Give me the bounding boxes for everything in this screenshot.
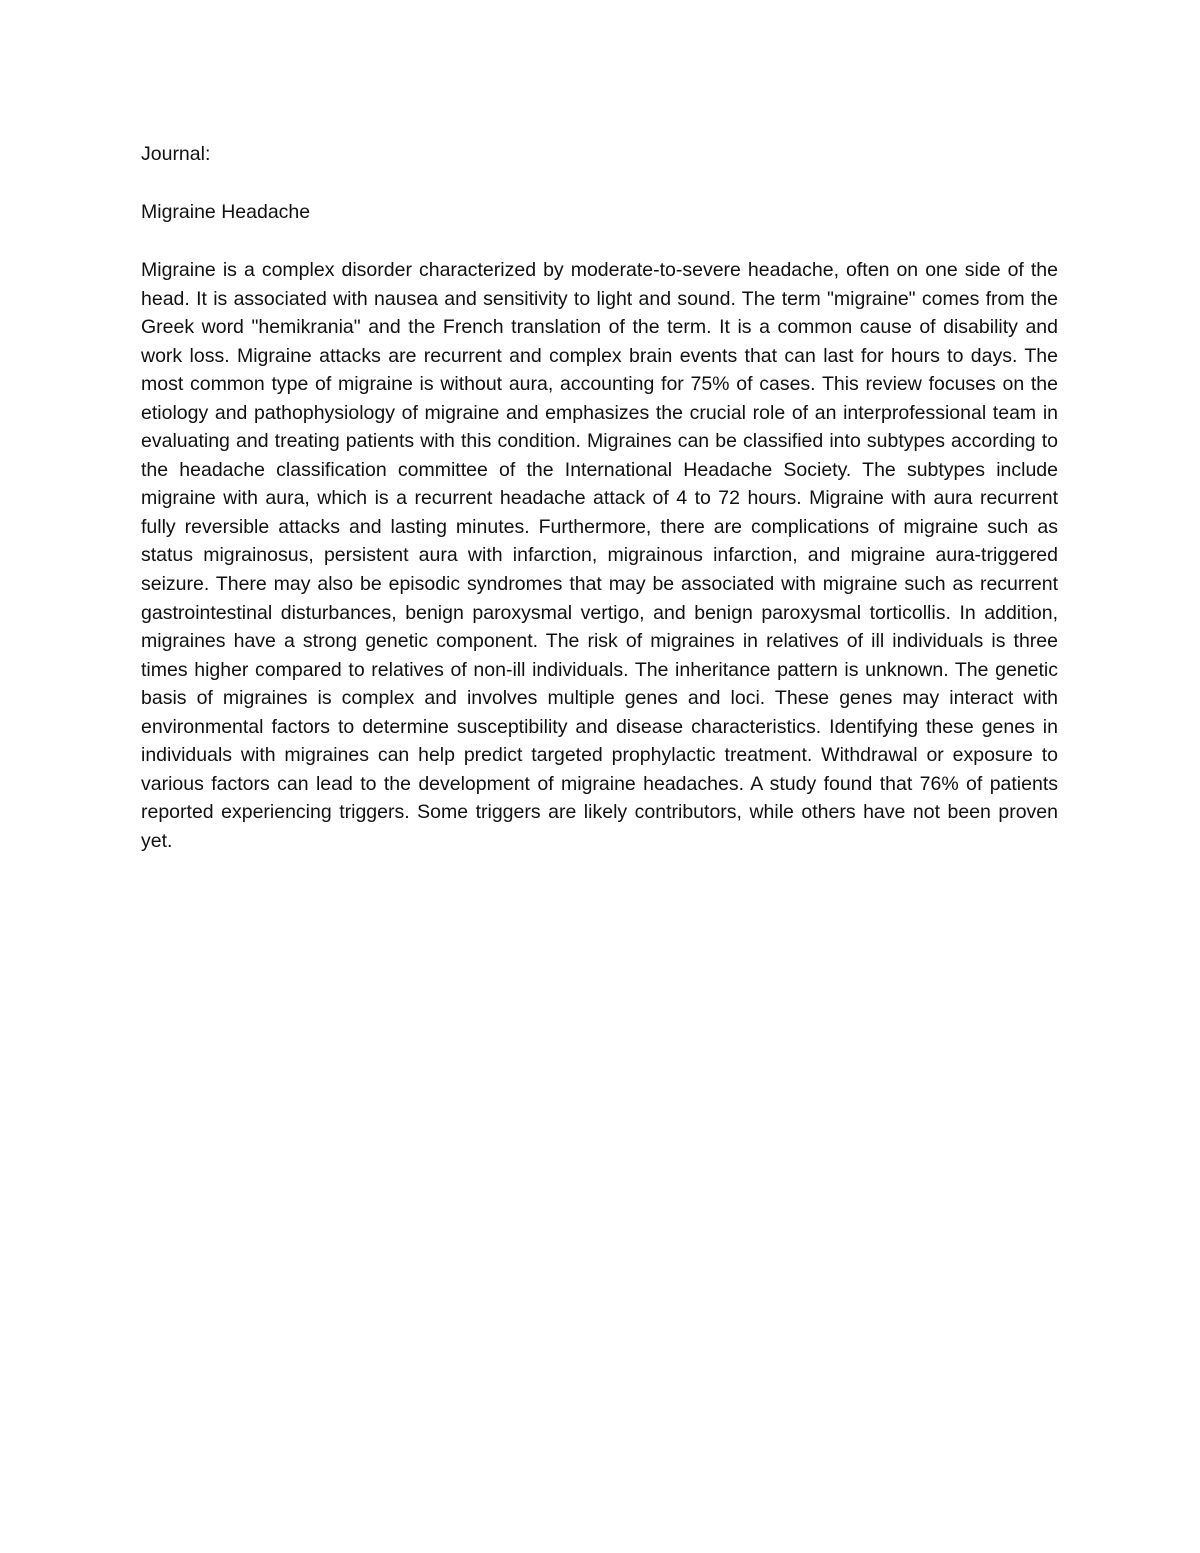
document-title: Migraine Headache bbox=[141, 201, 311, 223]
document-content bbox=[141, 140, 1058, 855]
journal-label: Journal: bbox=[141, 143, 211, 165]
body-paragraph: Migraine is a complex disorder characterized by moderate-to-severe headache, often on one side of the head. It is associated with nausea and sensitivity to light and sound. The term "migraine" comes from the Greek word "hemikrania" and the French translation of the term. It is a common cause of disability and work loss. Migraine attacks are recurrent and complex brain events that can last for hours to days. The most common type of migraine is without aura, accounting for 75% of cases. This review focuses on the etiology and pathophysiology of migraine and emphasizes the crucial role of an interprofessional team in evaluating and treating patients with this condition. Migraines can be classified into subtypes according to the headache classification committee of the International Headache Society. The subtypes include migraine with aura, which is a recurrent headache attack of 4 to 72 hours. Migraine with aura recurrent fully reversible attacks and lasting minutes. Furthermore, there are complications of migraine such as status migrainosus, persistent aura with infarction, migrainous infarction, and migraine aura-triggered seizure. There may also be episodic syndromes that may be associated with migraine such as recurrent gastrointestinal disturbances, benign paroxysmal vertigo, and benign paroxysmal torticollis. In addition, migraines have a strong genetic component. The risk of migraines in relatives of ill individuals is three times higher compared to relatives of non-ill individuals. The inheritance pattern is unknown. The genetic basis of migraines is complex and involves multiple genes and loci. These genes may interact with environmental factors to determine susceptibility and disease characteristics. Identifying these genes in individuals with migraines can help predict targeted prophylactic treatment. Withdrawal or exposure to various factors can lead to the development of migraine headaches. A study found that 76% of patients reported experiencing triggers. Some triggers are likely contributors, while others have not been proven yet. bbox=[141, 259, 1058, 852]
